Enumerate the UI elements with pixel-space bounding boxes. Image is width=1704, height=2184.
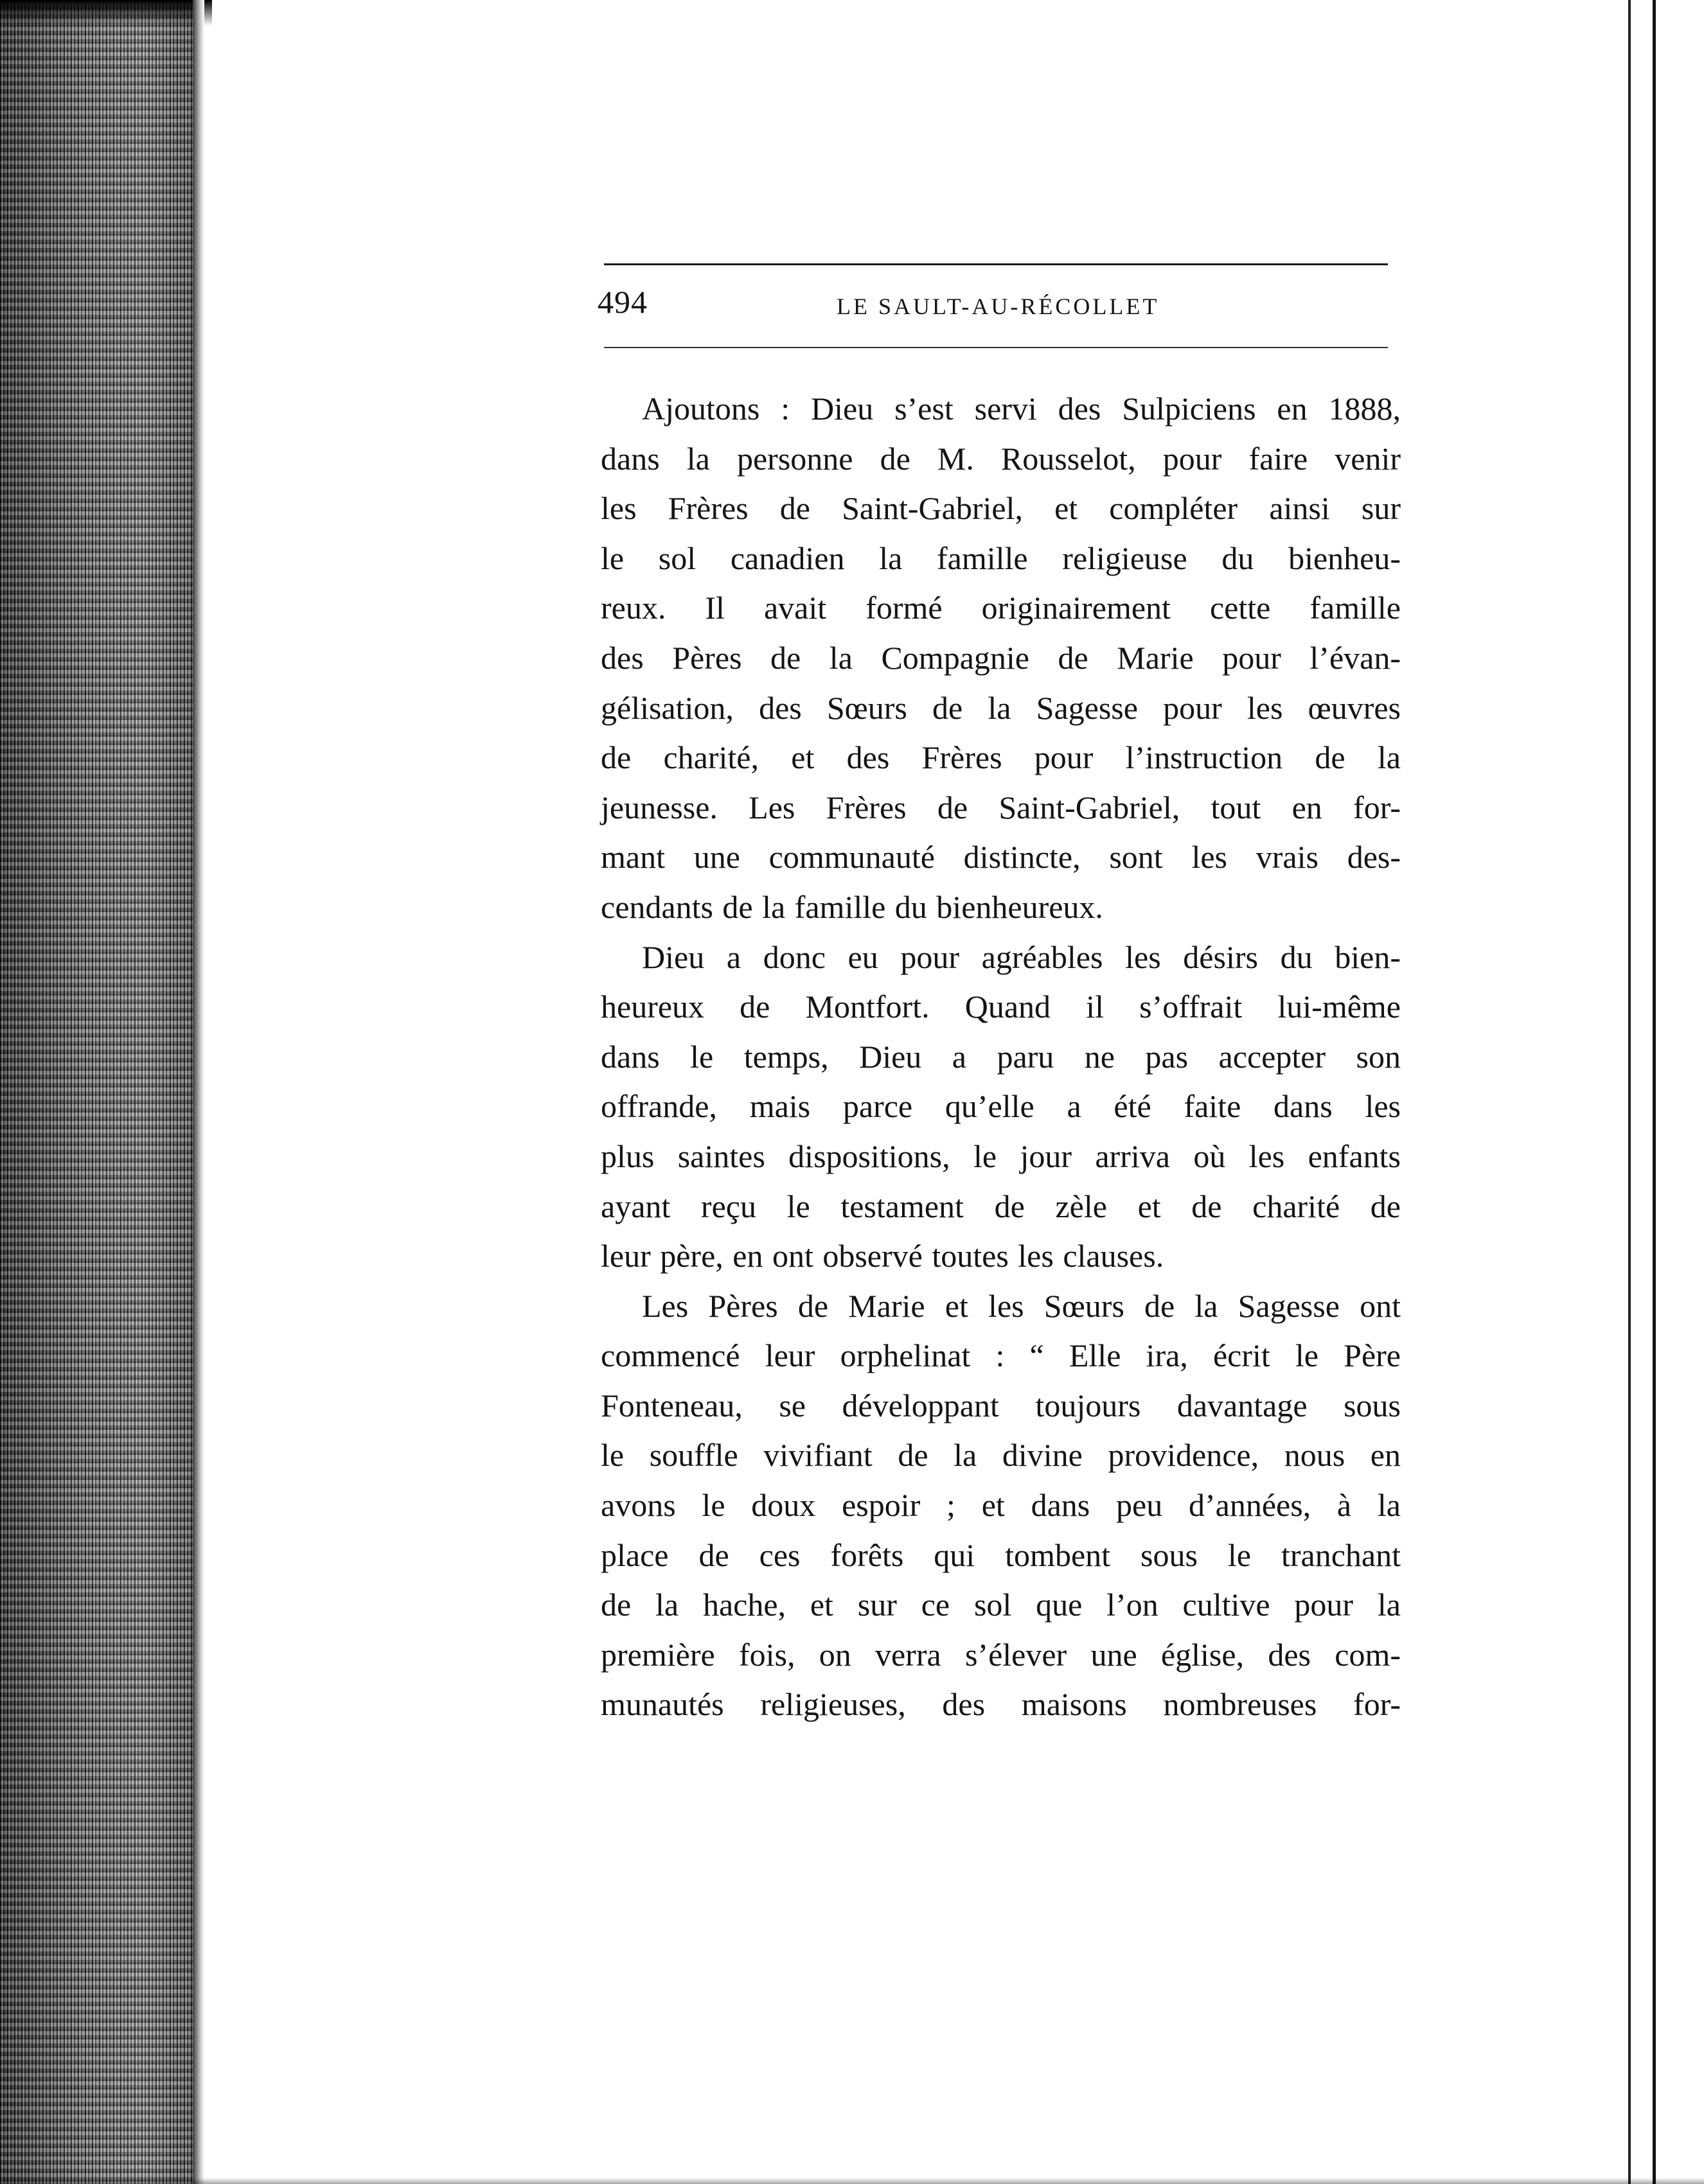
body-text — [601, 384, 1401, 1730]
paragraph — [601, 1281, 1401, 1730]
text-line: mant une communauté distincte, sont les vrais des- — [601, 839, 1401, 876]
text-line: première fois, on verra s’élever une église, des com- — [601, 1636, 1401, 1673]
text-line: le sol canadien la famille religieuse du bienheu- — [601, 540, 1401, 576]
text-line: les Frères de Saint-Gabriel, et compléter ainsi sur — [601, 490, 1401, 527]
right-margin-frame — [1614, 0, 1704, 2184]
page-number: 494 — [598, 284, 648, 320]
running-head: LE SAULT-AU-RÉCOLLET — [837, 294, 1160, 319]
text-line: heureux de Montfort. Quand il s’offrait lui-même — [601, 989, 1401, 1025]
frame-line — [1628, 0, 1631, 2184]
text-line: munautés religieuses, des maisons nombreuses for- — [601, 1686, 1401, 1723]
text-line: le souffle vivifiant de la divine providence, nous en — [601, 1437, 1401, 1474]
text-line: gélisation, des Sœurs de la Sagesse pour les œuvres — [601, 689, 1401, 726]
frame-line — [1653, 0, 1656, 2184]
text-line: Ajoutons : Dieu s’est servi des Sulpiciens en 1888, — [642, 391, 1401, 427]
text-line: Fonteneau, se développant toujours davantage sous — [601, 1387, 1401, 1423]
text-line: commencé leur orphelinat : “ Elle ira, écrit le Père — [601, 1337, 1401, 1374]
text-line: reux. Il avait formé originairement cette famille — [601, 590, 1401, 626]
header-bottom-rule — [604, 347, 1388, 348]
text-line: dans la personne de M. Rousselot, pour faire venir — [601, 440, 1401, 477]
text-line: leur père, en ont observé toutes les clauses. — [601, 1238, 1164, 1274]
text-line: cendants de la famille du bienheureux. — [601, 888, 1103, 925]
gutter-shading — [193, 0, 204, 2184]
text-line: jeunesse. Les Frères de Saint-Gabriel, tout en for- — [601, 789, 1401, 825]
text-line: avons le doux espoir ; et dans peu d’années, à la — [601, 1487, 1401, 1524]
book-page-edges — [0, 0, 204, 2184]
paragraph — [601, 384, 1401, 933]
text-line: de la hache, et sur ce sol que l’on cultive pour la — [601, 1587, 1401, 1623]
text-line: Les Pères de Marie et les Sœurs de la Sagesse ont — [642, 1287, 1401, 1324]
text-line: ayant reçu le testament de zèle et de charité de — [601, 1188, 1401, 1224]
text-line: place de ces forêts qui tombent sous le tranchant — [601, 1537, 1401, 1573]
scan-shadow — [0, 0, 212, 26]
text-line: dans le temps, Dieu a paru ne pas accepter son — [601, 1038, 1401, 1075]
paragraph — [601, 933, 1401, 1281]
text-line: de charité, et des Frères pour l’instruction de la — [601, 739, 1401, 776]
scan-bottom-shadow — [0, 2178, 1704, 2184]
header-top-rule — [604, 263, 1388, 265]
text-line: plus saintes dispositions, le jour arriva où les enfants — [601, 1138, 1401, 1174]
text-line: des Pères de la Compagnie de Marie pour l’évan- — [601, 639, 1401, 676]
text-line: Dieu a donc eu pour agréables les désirs du bien- — [642, 938, 1401, 975]
text-line: offrande, mais parce qu’elle a été faite dans les — [601, 1088, 1401, 1125]
